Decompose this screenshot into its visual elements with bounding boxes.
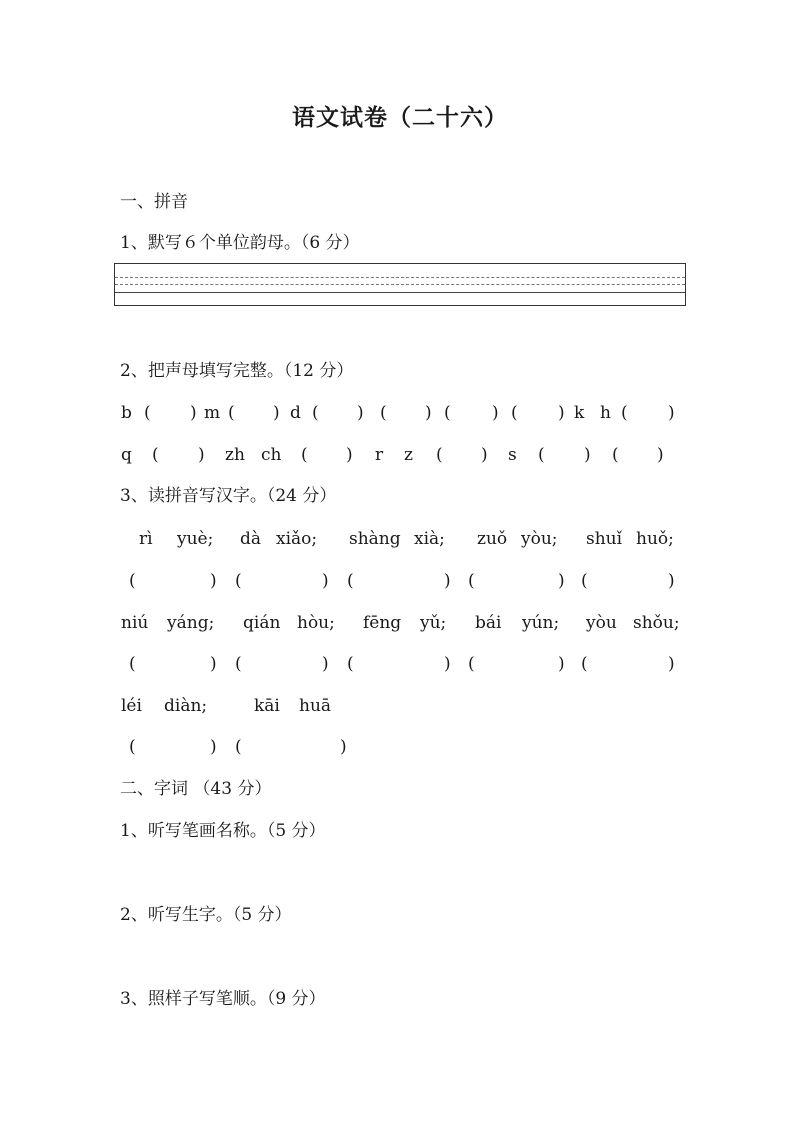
blank-open: (	[538, 445, 545, 465]
pinyin-writing-grid[interactable]	[114, 263, 686, 306]
answer-blank-close: )	[668, 571, 675, 591]
answer-blank-open: (	[347, 654, 354, 674]
answer-blank-close: )	[210, 737, 217, 757]
initial: k	[574, 403, 585, 423]
blank-close: )	[198, 445, 205, 465]
blank-close: )	[346, 445, 353, 465]
pinyin-syllable: yáng;	[167, 613, 215, 633]
initial: b	[121, 403, 132, 423]
pinyin-syllable: shuǐ	[586, 529, 623, 549]
answer-blank-close: )	[322, 654, 329, 674]
pinyin-syllable: qián	[243, 613, 281, 633]
blank-open: (	[436, 445, 443, 465]
pinyin-syllable: xiǎo;	[276, 529, 318, 549]
blank-close: )	[492, 403, 499, 423]
answer-blank-close: )	[210, 654, 217, 674]
answer-row-3	[0, 739, 800, 761]
answer-blank-close: )	[322, 571, 329, 591]
answer-blank-close: )	[558, 654, 565, 674]
answer-blank-open: (	[347, 571, 354, 591]
grid-guide-line	[115, 292, 685, 293]
initial: zh	[225, 445, 245, 465]
answer-blank-close: )	[668, 654, 675, 674]
pinyin-syllable: diàn;	[164, 696, 208, 716]
answer-blank-open: (	[235, 571, 242, 591]
answer-blank-close: )	[558, 571, 565, 591]
answer-blank-close: )	[444, 654, 451, 674]
blank-open: (	[152, 445, 159, 465]
pinyin-row-3	[0, 698, 800, 720]
blank-open: (	[444, 403, 451, 423]
pinyin-syllable: shàng	[349, 529, 401, 549]
answer-blank-close: )	[210, 571, 217, 591]
blank-open: (	[511, 403, 518, 423]
pinyin-syllable: yún;	[522, 613, 560, 633]
pinyin-syllable: léi	[121, 696, 142, 716]
pinyin-row-2	[0, 615, 800, 637]
answer-blank-close: )	[340, 737, 347, 757]
blank-close: )	[668, 403, 675, 423]
answer-blank-open: (	[129, 571, 136, 591]
answer-blank-open: (	[468, 571, 475, 591]
grid-guide-line	[115, 284, 685, 285]
initial: r	[375, 445, 384, 465]
initial: m	[204, 403, 221, 423]
blank-open: (	[380, 403, 387, 423]
pinyin-syllable: rì	[139, 529, 153, 549]
blank-close: )	[584, 445, 591, 465]
answer-row-1	[0, 573, 800, 595]
pinyin-syllable: kāi	[254, 696, 280, 716]
blank-open: (	[301, 445, 308, 465]
pinyin-syllable: hòu;	[297, 613, 335, 633]
pinyin-syllable: huā	[299, 696, 332, 716]
answer-blank-open: (	[129, 654, 136, 674]
pinyin-syllable: yǔ;	[420, 613, 447, 633]
answer-row-2	[0, 656, 800, 678]
pinyin-syllable: niú	[121, 613, 149, 633]
pinyin-syllable: huǒ;	[636, 529, 674, 549]
blank-open: (	[621, 403, 628, 423]
pinyin-syllable: fēng	[363, 613, 402, 633]
page-title: 语文试卷（二十六）	[292, 104, 508, 131]
question-1-2-label: 2、把声母填写完整。（12 分）	[120, 361, 354, 381]
blank-close: )	[481, 445, 488, 465]
question-1-3-label: 3、读拼音写汉字。（24 分）	[120, 486, 337, 506]
blank-close: )	[357, 403, 364, 423]
initial: h	[600, 403, 611, 423]
pinyin-syllable: yuè;	[177, 529, 214, 549]
section-2-heading: 二、字词 （43 分）	[120, 779, 272, 799]
initials-row-1	[0, 405, 800, 427]
blank-close: )	[558, 403, 565, 423]
answer-blank-open: (	[581, 654, 588, 674]
question-1-1-label: 1、默写６个单位韵母。（6 分）	[120, 233, 360, 253]
pinyin-syllable: shǒu;	[633, 613, 680, 633]
question-2-1-label: 1、听写笔画名称。（5 分）	[120, 821, 326, 841]
blank-close: )	[190, 403, 197, 423]
initial: z	[404, 445, 413, 465]
answer-blank-open: (	[235, 654, 242, 674]
blank-open: (	[312, 403, 319, 423]
answer-blank-close: )	[444, 571, 451, 591]
pinyin-row-1	[0, 531, 800, 553]
blank-open: (	[144, 403, 151, 423]
pinyin-syllable: dà	[240, 529, 262, 549]
answer-blank-open: (	[129, 737, 136, 757]
initial: q	[121, 445, 132, 465]
pinyin-syllable: bái	[475, 613, 502, 633]
pinyin-syllable: xià;	[414, 529, 445, 549]
pinyin-syllable: zuǒ	[477, 529, 508, 549]
initial: ch	[261, 445, 282, 465]
initial: d	[290, 403, 301, 423]
blank-close: )	[657, 445, 664, 465]
answer-blank-open: (	[581, 571, 588, 591]
answer-blank-open: (	[235, 737, 242, 757]
blank-open: (	[228, 403, 235, 423]
section-1-heading: 一、拼音	[120, 192, 188, 212]
blank-close: )	[425, 403, 432, 423]
blank-open: (	[612, 445, 619, 465]
pinyin-syllable: yòu;	[521, 529, 558, 549]
initials-row-2	[0, 447, 800, 469]
blank-close: )	[273, 403, 280, 423]
initial: s	[508, 445, 517, 465]
answer-blank-open: (	[468, 654, 475, 674]
question-2-2-label: 2、听写生字。（5 分）	[120, 905, 292, 925]
question-2-3-label: 3、照样子写笔顺。（9 分）	[120, 989, 326, 1009]
pinyin-syllable: yòu	[586, 613, 617, 633]
grid-guide-line	[115, 277, 685, 278]
